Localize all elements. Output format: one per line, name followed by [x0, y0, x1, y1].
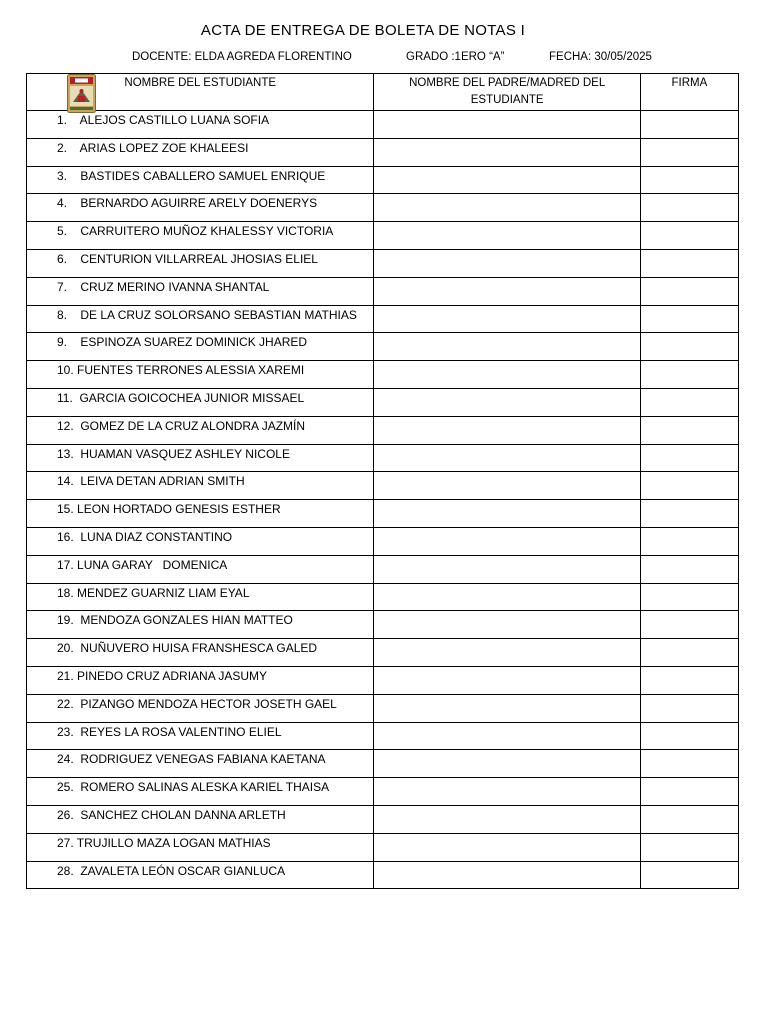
student-name: 25. ROMERO SALINAS ALESKA KARIEL THAISA — [57, 780, 330, 795]
signature-cell[interactable] — [640, 388, 738, 416]
signature-cell[interactable] — [640, 778, 738, 806]
student-name: 12. GOMEZ DE LA CRUZ ALONDRA JAZMÍN — [57, 418, 306, 433]
signature-cell[interactable] — [640, 361, 738, 389]
table-row — [27, 500, 739, 528]
table-row — [27, 750, 739, 778]
student-name-cell — [27, 416, 374, 444]
student-name: 10. FUENTES TERRONES ALESSIA XAREMI — [57, 363, 305, 378]
table-row — [27, 722, 739, 750]
signature-cell[interactable] — [640, 305, 738, 333]
signature-cell[interactable] — [640, 166, 738, 194]
student-name-cell — [27, 555, 374, 583]
signature-cell[interactable] — [640, 861, 738, 889]
header-student-name — [27, 74, 374, 111]
parent-name-cell[interactable] — [374, 639, 640, 667]
student-name: 15. LEON HORTADO GENESIS ESTHER — [57, 502, 281, 517]
signature-cell[interactable] — [640, 277, 738, 305]
student-name-cell — [27, 750, 374, 778]
student-name-cell — [27, 361, 374, 389]
signature-cell[interactable] — [640, 222, 738, 250]
parent-name-cell[interactable] — [374, 722, 640, 750]
document-title: ACTA DE ENTREGA DE BOLETA DE NOTAS I — [200, 22, 526, 39]
parent-name-cell[interactable] — [374, 111, 640, 139]
parent-name-cell[interactable] — [374, 361, 640, 389]
student-name: 24. RODRIGUEZ VENEGAS FABIANA KAETANA — [57, 752, 326, 767]
student-name-cell — [27, 805, 374, 833]
student-name: 27. TRUJILLO MAZA LOGAN MATHIAS — [57, 835, 271, 850]
student-name: 5. CARRUITERO MUÑOZ KHALESSY VICTORIA — [57, 224, 334, 239]
parent-name-cell[interactable] — [374, 527, 640, 555]
header-parent-name: NOMBRE DEL PADRE/MADRED DEL ESTUDIANTE — [374, 74, 640, 111]
table-row — [27, 333, 739, 361]
parent-name-cell[interactable] — [374, 249, 640, 277]
student-name: 9. ESPINOZA SUAREZ DOMINICK JHARED — [57, 335, 308, 350]
student-name-cell — [27, 222, 374, 250]
student-name: 4. BERNARDO AGUIRRE ARELY DOENERYS — [57, 196, 318, 211]
student-name: 19. MENDOZA GONZALES HIAN MATTEO — [57, 613, 293, 628]
student-name: 22. PIZANGO MENDOZA HECTOR JOSETH GAEL — [57, 696, 337, 711]
student-name-cell — [27, 333, 374, 361]
parent-name-cell[interactable] — [374, 444, 640, 472]
parent-name-cell[interactable] — [374, 166, 640, 194]
table-row — [27, 194, 739, 222]
table-row — [27, 805, 739, 833]
table-row — [27, 166, 739, 194]
signature-cell[interactable] — [640, 639, 738, 667]
student-name-cell — [27, 639, 374, 667]
signature-cell[interactable] — [640, 333, 738, 361]
table-row — [27, 583, 739, 611]
parent-name-cell[interactable] — [374, 611, 640, 639]
table-row — [27, 778, 739, 806]
table-row — [27, 222, 739, 250]
parent-name-cell[interactable] — [374, 333, 640, 361]
teacher-label: DOCENTE: ELDA AGREDA FLORENTINO — [132, 51, 352, 63]
parent-name-cell[interactable] — [374, 555, 640, 583]
student-name-cell — [27, 861, 374, 889]
signature-cell[interactable] — [640, 527, 738, 555]
student-name: 13. HUAMAN VASQUEZ ASHLEY NICOLE — [57, 446, 290, 461]
table-row — [27, 472, 739, 500]
student-name-cell — [27, 611, 374, 639]
student-name-cell — [27, 500, 374, 528]
student-name: 3. BASTIDES CABALLERO SAMUEL ENRIQUE — [57, 168, 326, 183]
signature-cell[interactable] — [640, 666, 738, 694]
signature-cell[interactable] — [640, 583, 738, 611]
student-name-cell — [27, 166, 374, 194]
student-name-cell — [27, 722, 374, 750]
student-name-cell — [27, 694, 374, 722]
student-name: 8. DE LA CRUZ SOLORSANO SEBASTIAN MATHIAS — [57, 307, 357, 322]
table-row — [27, 666, 739, 694]
student-roster-table — [26, 73, 739, 889]
table-row — [27, 639, 739, 667]
student-name: 21. PINEDO CRUZ ADRIANA JASUMY — [57, 668, 268, 683]
signature-cell[interactable] — [640, 444, 738, 472]
parent-name-cell[interactable] — [374, 805, 640, 833]
parent-name-cell[interactable] — [374, 500, 640, 528]
parent-name-cell[interactable] — [374, 416, 640, 444]
student-name: 26. SANCHEZ CHOLAN DANNA ARLETH — [57, 807, 286, 822]
table-row — [27, 416, 739, 444]
student-name-cell — [27, 833, 374, 861]
parent-name-cell[interactable] — [374, 694, 640, 722]
parent-name-cell[interactable] — [374, 583, 640, 611]
student-name: 23. REYES LA ROSA VALENTINO ELIEL — [57, 724, 282, 739]
parent-name-cell[interactable] — [374, 277, 640, 305]
student-name-cell — [27, 111, 374, 139]
table-row — [27, 527, 739, 555]
table-row — [27, 611, 739, 639]
student-name-cell — [27, 388, 374, 416]
student-name: 14. LEIVA DETAN ADRIAN SMITH — [57, 474, 245, 489]
parent-name-cell[interactable] — [374, 222, 640, 250]
header-signature: FIRMA — [640, 74, 738, 111]
student-name: 7. CRUZ MERINO IVANNA SHANTAL — [57, 279, 270, 294]
student-name: 6. CENTURION VILLARREAL JHOSIAS ELIEL — [57, 251, 318, 266]
student-name: 20. NUÑUVERO HUISA FRANSHESCA GALED — [57, 641, 318, 656]
student-name-cell — [27, 194, 374, 222]
student-name: 11. GARCIA GOICOCHEA JUNIOR MISSAEL — [57, 390, 305, 405]
parent-name-cell[interactable] — [374, 750, 640, 778]
table-row — [27, 694, 739, 722]
signature-cell[interactable] — [640, 555, 738, 583]
student-name-cell — [27, 138, 374, 166]
school-crest-icon — [67, 74, 96, 113]
table-row — [27, 388, 739, 416]
table-header-row — [27, 74, 739, 111]
student-name-cell — [27, 583, 374, 611]
parent-name-cell[interactable] — [374, 472, 640, 500]
table-row — [27, 861, 739, 889]
date-label: FECHA: 30/05/2025 — [549, 51, 652, 63]
parent-name-cell[interactable] — [374, 194, 640, 222]
table-row — [27, 111, 739, 139]
student-name-cell — [27, 666, 374, 694]
student-name: 1. ALEJOS CASTILLO LUANA SOFIA — [57, 113, 270, 127]
signature-cell[interactable] — [640, 111, 738, 139]
signature-cell[interactable] — [640, 722, 738, 750]
table-row — [27, 249, 739, 277]
table-row — [27, 138, 739, 166]
signature-cell[interactable] — [640, 805, 738, 833]
table-row — [27, 277, 739, 305]
table-row — [27, 833, 739, 861]
student-name-cell — [27, 277, 374, 305]
signature-cell[interactable] — [640, 138, 738, 166]
student-name: 18. MENDEZ GUARNIZ LIAM EYAL — [57, 585, 250, 600]
signature-cell[interactable] — [640, 249, 738, 277]
parent-name-cell[interactable] — [374, 305, 640, 333]
table-row — [27, 361, 739, 389]
student-name-cell — [27, 444, 374, 472]
parent-name-cell[interactable] — [374, 833, 640, 861]
signature-cell[interactable] — [640, 472, 738, 500]
student-name: 16. LUNA DIAZ CONSTANTINO — [57, 529, 233, 544]
signature-cell[interactable] — [640, 611, 738, 639]
parent-name-cell[interactable] — [374, 666, 640, 694]
signature-cell[interactable] — [640, 833, 738, 861]
signature-cell[interactable] — [640, 500, 738, 528]
student-name-cell — [27, 249, 374, 277]
grade-label: GRADO :1ERO “A” — [406, 51, 505, 63]
table-row — [27, 444, 739, 472]
signature-cell[interactable] — [640, 194, 738, 222]
table-row — [27, 305, 739, 333]
parent-name-cell[interactable] — [374, 778, 640, 806]
student-name: 2. ARIAS LOPEZ ZOE KHALEESI — [57, 140, 249, 155]
student-name-cell — [27, 778, 374, 806]
parent-name-cell[interactable] — [374, 388, 640, 416]
student-name: 17. LUNA GARAY DOMENICA — [57, 557, 228, 572]
student-name-cell — [27, 472, 374, 500]
parent-name-cell[interactable] — [374, 861, 640, 889]
student-name: 28. ZAVALETA LEÓN OSCAR GIANLUCA — [57, 863, 286, 878]
signature-cell[interactable] — [640, 416, 738, 444]
signature-cell[interactable] — [640, 694, 738, 722]
header-student-label: NOMBRE DEL ESTUDIANTE — [124, 77, 277, 89]
student-name-cell — [27, 305, 374, 333]
student-name-cell — [27, 527, 374, 555]
signature-cell[interactable] — [640, 750, 738, 778]
parent-name-cell[interactable] — [374, 138, 640, 166]
table-row — [27, 555, 739, 583]
